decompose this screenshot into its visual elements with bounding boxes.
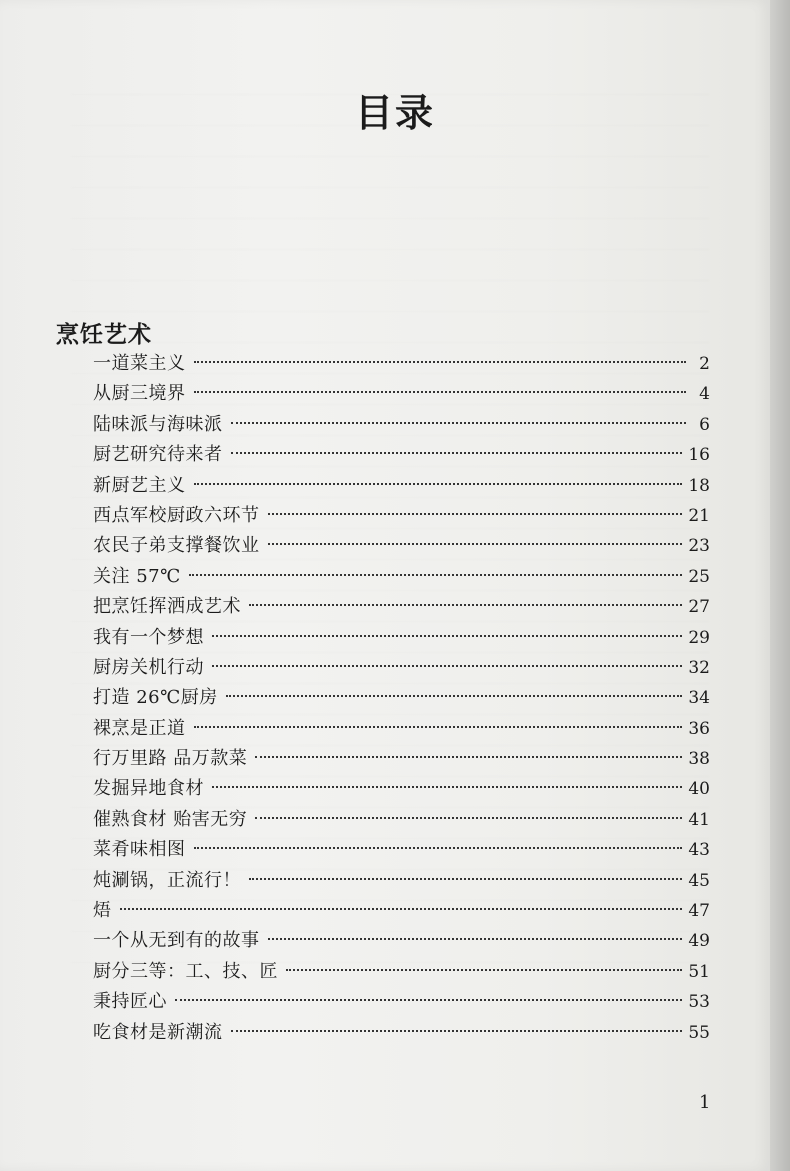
toc-entry-title: 一个从无到有的故事: [93, 930, 260, 952]
toc-entry: [93, 623, 710, 653]
toc-entry-title: 关注 57℃: [93, 565, 181, 587]
toc-entry-page: 32: [688, 657, 710, 678]
toc-entry: [93, 592, 710, 622]
dot-leader: [120, 908, 683, 910]
toc-entry-title: 发掘异地食材: [93, 778, 204, 800]
toc-entry-title: 陆味派与海味派: [93, 413, 223, 435]
toc-entry: [93, 896, 710, 926]
dot-leader: [255, 817, 682, 819]
toc-entry-title: 吃食材是新潮流: [93, 1021, 223, 1043]
toc-entry-title: 厨艺研究待来者: [93, 444, 223, 466]
toc-entry-title: 农民子弟支撑餐饮业: [93, 535, 260, 557]
page-number: 1: [699, 1092, 711, 1113]
dot-leader: [268, 543, 683, 545]
dot-leader: [194, 483, 683, 485]
dot-leader: [175, 999, 682, 1001]
toc-entry-page: 47: [688, 901, 710, 922]
dot-leader: [255, 756, 682, 758]
toc-entry: [93, 835, 710, 865]
toc-entry-page: 23: [688, 536, 710, 557]
toc-entry: [93, 349, 710, 379]
table-of-contents: [93, 349, 710, 1048]
toc-entry: [93, 471, 710, 501]
dot-leader: [286, 969, 682, 971]
page-edge-shadow: [770, 0, 790, 1171]
toc-entry-page: 34: [688, 688, 710, 709]
toc-entry: [93, 683, 710, 713]
toc-entry-page: 55: [688, 1022, 710, 1043]
toc-entry-page: 40: [688, 779, 710, 800]
dot-leader: [212, 786, 682, 788]
toc-entry-page: 29: [688, 627, 710, 648]
toc-entry: [93, 957, 710, 987]
dot-leader: [194, 726, 683, 728]
dot-leader: [249, 878, 682, 880]
toc-entry-page: 36: [688, 718, 710, 739]
toc-entry-title: 从厨三境界: [93, 383, 186, 405]
toc-entry-title: 菜肴味相图: [93, 839, 186, 861]
toc-entry-title: 把烹饪挥洒成艺术: [93, 596, 241, 618]
toc-entry-page: 51: [688, 961, 710, 982]
toc-entry-page: 4: [699, 384, 710, 405]
dot-leader: [189, 574, 683, 576]
dot-leader: [194, 847, 683, 849]
dot-leader: [194, 361, 687, 363]
toc-entry-page: 21: [688, 505, 710, 526]
dot-leader: [212, 665, 682, 667]
toc-entry: [93, 1018, 710, 1048]
toc-entry-page: 27: [688, 597, 710, 618]
dot-leader: [231, 422, 687, 424]
toc-entry-title: 催熟食材 贻害无穷: [93, 808, 248, 830]
dot-leader: [249, 604, 682, 606]
toc-entry-page: 18: [688, 475, 710, 496]
toc-entry-title: 一道菜主义: [93, 353, 186, 374]
toc-entry-page: 6: [699, 414, 710, 435]
toc-entry-page: 38: [688, 749, 710, 770]
toc-entry: [93, 987, 710, 1017]
toc-entry-page: 41: [688, 809, 710, 830]
toc-entry-title: 秉持匠心: [93, 991, 167, 1013]
section-heading: 烹饪艺术: [56, 321, 152, 348]
toc-entry: [93, 866, 710, 896]
dot-leader: [268, 513, 683, 515]
toc-entry-title: 打造 26℃厨房: [93, 687, 218, 709]
dot-leader: [268, 938, 683, 940]
toc-entry-page: 16: [688, 445, 710, 466]
toc-entry: [93, 805, 710, 835]
toc-entry-title: 裸烹是正道: [93, 717, 186, 739]
toc-entry-page: 43: [688, 840, 710, 861]
toc-entry: [93, 562, 710, 592]
toc-entry-title: 我有一个梦想: [93, 626, 204, 648]
toc-entry: [93, 379, 710, 409]
toc-entry: [93, 744, 710, 774]
toc-entry-page: 25: [688, 566, 710, 587]
dot-leader: [194, 391, 687, 393]
toc-entry: [93, 653, 710, 683]
toc-entry: [93, 714, 710, 744]
dot-leader: [231, 452, 683, 454]
toc-entry-title: 新厨艺主义: [93, 474, 186, 496]
toc-entry: [93, 410, 710, 440]
toc-entry-title: 厨分三等：工、技、匠: [93, 960, 278, 982]
toc-entry-page: 49: [688, 931, 710, 952]
toc-entry-page: 2: [699, 354, 710, 374]
toc-entry-page: 53: [688, 992, 710, 1013]
toc-entry-title: 焐: [93, 900, 112, 922]
toc-entry: [93, 440, 710, 470]
toc-entry-title: 厨房关机行动: [93, 656, 204, 678]
toc-entry: [93, 531, 710, 561]
dot-leader: [212, 635, 682, 637]
toc-entry-title: 炖涮锅，正流行！: [93, 869, 241, 891]
toc-entry-title: 西点军校厨政六环节: [93, 504, 260, 526]
toc-entry: [93, 926, 710, 956]
dot-leader: [226, 695, 683, 697]
toc-entry-title: 行万里路 品万款菜: [93, 748, 248, 770]
toc-entry: [93, 774, 710, 804]
toc-entry: [93, 501, 710, 531]
page-title: 目录: [354, 90, 435, 135]
dot-leader: [231, 1030, 683, 1032]
toc-entry-page: 45: [688, 870, 710, 891]
